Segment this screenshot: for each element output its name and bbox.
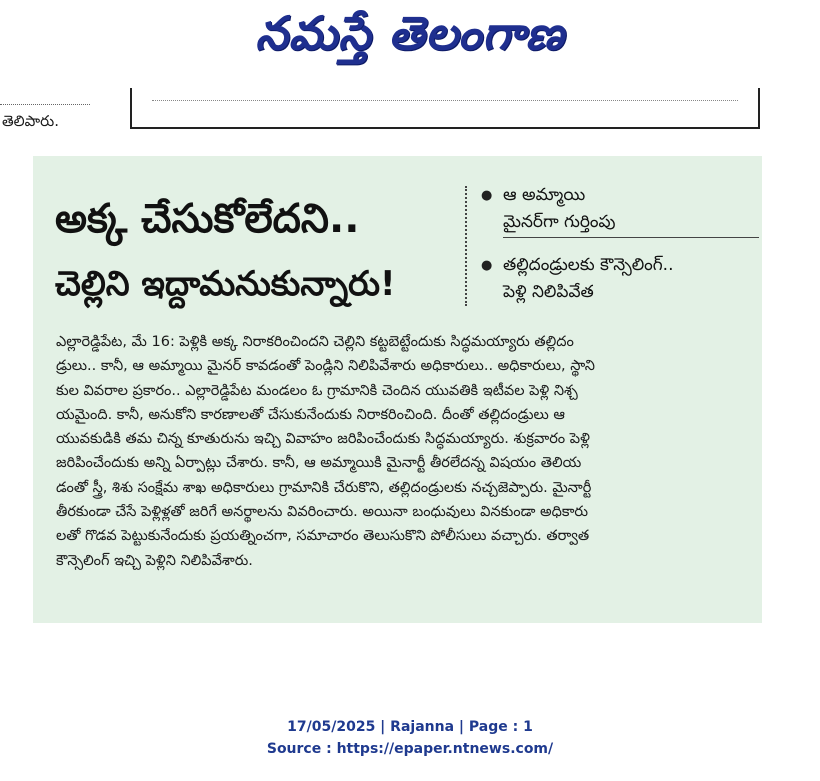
fragment-cut-line [0, 96, 90, 105]
headline-line-1: అక్క చేసుకోలేదని.. [55, 196, 360, 242]
body-line: లతో గొడవ పెట్టుకునేందుకు ప్రయత్నించగా, సమాచారం తెలుసుకొని పోలీసులు వచ్చారు. తర్వాత [56, 528, 590, 545]
article-body [56, 330, 746, 573]
bullet-item [479, 252, 759, 307]
adjacent-article-box [130, 88, 760, 129]
bullet-item [479, 182, 759, 238]
bullet-text: పెళ్లి నిలిపివేత [503, 282, 594, 302]
article-headline [55, 194, 475, 306]
body-line: తీరకుండా చేసే పెళ్లిళ్లతో జరిగే అనర్థాలను వివరించారు. అయినా బంధువులు వినకుండా అధికారు [56, 504, 589, 521]
body-line: కుల వివరాల ప్రకారం.. ఎల్లారెడ్డిపేట మండలం ఓ గ్రామానికి చెందిన యువతికి ఇటీవల పెళ్లి నిశ్చ [56, 382, 578, 399]
adjacent-article-cut-text [152, 94, 738, 101]
bullet-text: మైనర్‌గా గుర్తింపు [503, 209, 759, 238]
headline-line-2: చెల్లిని ఇద్దామనుకున్నారు! [55, 264, 396, 304]
highlight-bullets [479, 182, 759, 321]
masthead-title: నమస్తే తెలంగాణ [255, 6, 565, 60]
footer-meta: 17/05/2025 | Rajanna | Page : 1 [287, 719, 533, 735]
body-line: యమైంది. కానీ, అనుకోని కారణాలతో చేసుకునేందుకు నిరాకరించింది. దీంతో తల్లిదండ్రులు ఆ [56, 406, 565, 423]
previous-article-fragment [0, 96, 120, 136]
masthead-logo [210, 4, 610, 74]
body-line: జరిపించేందుకు అన్ని ఏర్పాట్లు చేశారు. కానీ, ఆ అమ్మాయికి మైనార్టీ తీరలేదన్న విషయం తెలియ [56, 455, 582, 472]
bullet-text: ఆ అమ్మాయి [503, 185, 586, 205]
bullet-text: తల్లిదండ్రులకు కౌన్సెలింగ్.. [503, 255, 674, 275]
headline-divider [465, 186, 467, 306]
fragment-text: తెలిపారు. [2, 112, 59, 130]
body-line: యువకుడికి తమ చిన్న కూతురును ఇచ్చి వివాహం జరిపించేందుకు సిద్ధమయ్యారు. శుక్రవారం పెళ్లి [56, 431, 590, 448]
body-line: కౌన్సెలింగ్ ఇచ్చి పెళ్లిని నిలిపివేశారు. [56, 552, 253, 569]
news-article [33, 156, 762, 623]
body-line: ఎల్లారెడ్డిపేట, మే 16: పెళ్లికి అక్క నిరాకరించిందని చెల్లిని కట్టబెట్టేందుకు సిద్ధమయ్యారు తల్లిదం [56, 334, 574, 350]
body-line: డ్రులు.. కానీ, ఆ అమ్మాయి మైనర్ కావడంతో పెండ్లిని నిలిపివేశారు అధికారులు.. అధికారులు, స్థాని [56, 358, 595, 375]
footer-source: Source : https://epaper.ntnews.com/ [266, 741, 554, 757]
body-line: డంతో స్త్రీ, శిశు సంక్షేమ శాఖ అధికారులు గ్రామానికి చేరుకొని, తల్లిదండ్రులకు నచ్చజెప్పారు. మైనార్టీ [56, 479, 592, 496]
